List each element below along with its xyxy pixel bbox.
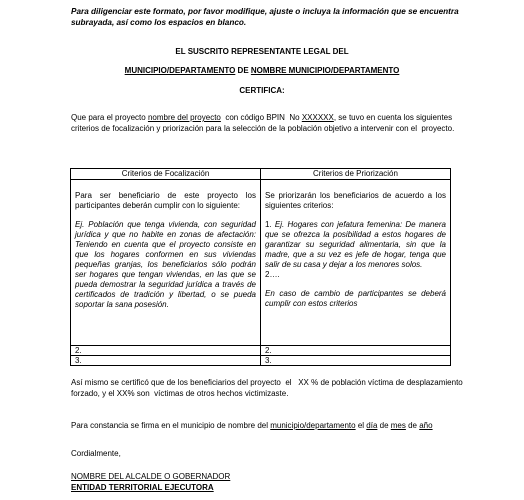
- table-row: [71, 356, 451, 366]
- dia-field: día: [366, 421, 378, 430]
- certify-line-1: [71, 113, 491, 123]
- signer-entity: ENTIDAD TERRITORIAL EJECUTORA: [71, 483, 214, 492]
- constancia-text: de: [377, 421, 391, 430]
- mes-field: mes: [390, 421, 406, 430]
- table-header-row: [71, 169, 451, 180]
- focalizacion-row-2: 2.: [71, 346, 261, 356]
- instructions-line-1: Para diligenciar este formato, por favor modifique, ajuste o incluya la información que se encuentra: [71, 7, 459, 16]
- instructions-line-2: subrayada, así como los espacios en blanco.: [71, 17, 247, 27]
- heading-line-2: [0, 66, 524, 76]
- priorizacion-row-2: 2.: [261, 346, 451, 356]
- priorizacion-note: En caso de cambio de participantes se deberá cumplir con estos criterios: [265, 289, 446, 308]
- header-focalizacion: Criterios de Focalización: [71, 169, 261, 180]
- nombre-municipio-field: NOMBRE MUNICIPIO/DEPARTAMENTO: [250, 66, 400, 75]
- also-line-1: Así mismo se certificó que de los beneficiarios del proyecto el XX % de población víctima de desplazamiento: [71, 378, 463, 387]
- certify-text: con código BPIN No: [220, 113, 302, 122]
- certifica-heading: CERTIFICA:: [239, 86, 285, 95]
- priorizacion-cell: [261, 180, 451, 346]
- focalizacion-intro: Para ser beneficiario de este proyecto los participantes deberán cumplir con lo siguiente:: [75, 191, 256, 210]
- certify-text: , se tuvo en cuenta los siguientes: [333, 113, 453, 122]
- certify-text: Que para el proyecto: [71, 113, 148, 122]
- ano-field: año: [419, 421, 433, 430]
- priorizacion-item-2: 2….: [265, 270, 280, 279]
- municipio-departamento-field: MUNICIPIO/DEPARTAMENTO: [124, 66, 236, 75]
- constancia-text: Para constancia se firma en el municipio de nombre del: [71, 421, 271, 430]
- item-1-number: 1.: [265, 220, 275, 229]
- instructions-text: [71, 7, 467, 29]
- municipio-field: municipio/departamento: [270, 421, 356, 430]
- constancia-line: [71, 421, 501, 431]
- closing-text: Cordialmente,: [71, 449, 121, 458]
- criteria-table: [70, 168, 451, 366]
- priorizacion-item-1: [265, 220, 446, 270]
- also-line-2: forzado, y el XX% son víctimas de otros hechos victimizaste.: [71, 389, 289, 398]
- header-priorizacion: Criterios de Priorización: [261, 169, 451, 180]
- priorizacion-row-3: 3.: [261, 356, 451, 366]
- certify-line-2: criterios de focalización y priorización para la selección de la población objetivo a intervenir con el proyecto.: [71, 124, 455, 133]
- priorizacion-intro: Se priorizarán los beneficiarios de acuerdo a los siguientes criterios:: [265, 191, 446, 210]
- constancia-text: el: [355, 421, 367, 430]
- focalizacion-cell: [71, 180, 261, 346]
- bpin-field: XXXXXX: [301, 113, 334, 122]
- signer-name: NOMBRE DEL ALCALDE O GOBERNADOR: [71, 472, 231, 481]
- table-row: [71, 346, 451, 356]
- heading-connector: DE: [235, 66, 251, 75]
- focalizacion-row-3: 3.: [71, 356, 261, 366]
- item-1-text: Ej. Hogares con jefatura femenina: De manera que se ofrezca la posibilidad a estos hogares de garantizar su seguridad alimentaria, sin que la madre, que a su vez es jefe de hogar, tenga que salir de su casa y dejar a los menores solos.: [265, 220, 446, 269]
- constancia-text: de: [405, 421, 420, 430]
- table-row: [71, 180, 451, 346]
- project-name-field: nombre del proyecto: [147, 113, 221, 122]
- heading-line-1: EL SUSCRITO REPRESENTANTE LEGAL DEL: [175, 47, 349, 56]
- focalizacion-example: Ej. Población que tenga vivienda, con seguridad jurídica y que no habite en zonas de afectación: Teniendo en cuenta que el proyecto consiste en que los hogares conformen en sus viviendas pequeñas granjas, los beneficiarios sólo podrán ser hogares que tengan viviendas, en las que se pueda demostrar la seguridad jurídica a través de certificados de tradición y libertad, o se pueda soportar la sana posesión.: [75, 220, 256, 309]
